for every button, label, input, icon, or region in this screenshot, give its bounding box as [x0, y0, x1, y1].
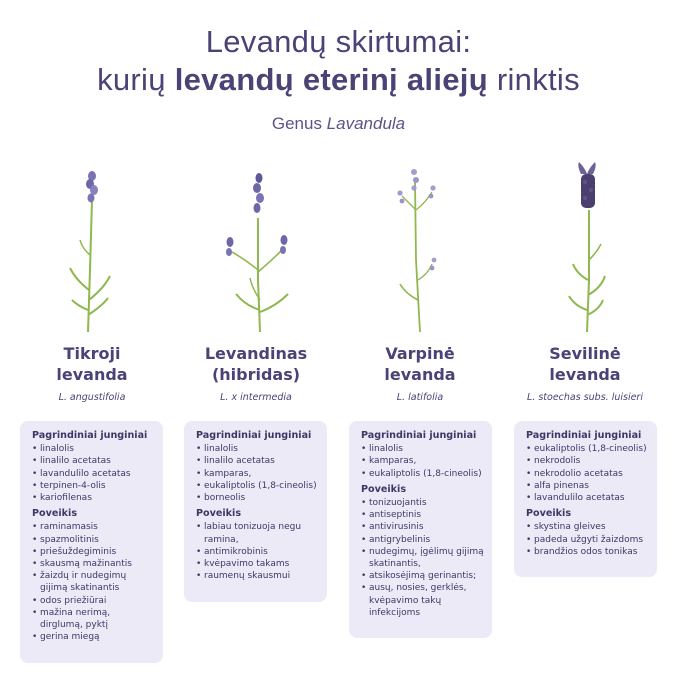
lavender-latin-name: L. latifolia — [396, 392, 444, 403]
list-item: • raumenų skausmui — [196, 570, 319, 582]
subtitle-genus: Lavandula — [326, 114, 406, 133]
list-item: • žaizdų ir nudegimų gijimą skatinantis — [32, 570, 155, 594]
list-item: • linalolis — [196, 443, 319, 455]
lavender-name: Tikroji levanda — [56, 344, 128, 384]
compounds-list — [196, 443, 319, 504]
title-line-2-prefix: kurių — [97, 62, 175, 97]
effects-heading: Poveikis — [196, 508, 242, 520]
list-item: • linalilo acetatas — [32, 455, 155, 467]
effects-heading: Poveikis — [526, 508, 572, 520]
lavender-latin-name: L. x intermedia — [220, 392, 292, 403]
list-item: • padeda užgyti žaizdoms — [526, 534, 649, 546]
list-item: • skausmą mažinantis — [32, 558, 155, 570]
list-item: • odos priežiūrai — [32, 595, 155, 607]
info-card-angustifolia — [20, 421, 163, 663]
list-item: • atsikosėjimą gerinantis; — [361, 570, 484, 582]
compounds-heading: Pagrindiniai junginiai — [196, 430, 312, 441]
list-item: • eukaliptolis (1,8-cineolis) — [361, 468, 484, 480]
lavender-illustration-angustifolia — [12, 160, 172, 340]
list-item: • raminamasis — [32, 521, 155, 533]
list-item: • linalilo acetatas — [196, 455, 319, 467]
info-card-stoechas — [514, 421, 657, 577]
compounds-list — [526, 443, 649, 504]
list-item: • labiau tonizuoja negu ramina, — [196, 521, 319, 545]
list-item: • linalolis — [361, 443, 484, 455]
lavender-illustration-stoechas — [505, 160, 665, 340]
list-item: • gerina miegą — [32, 631, 155, 643]
lavender-name: Sevilinė levanda — [549, 344, 621, 384]
compounds-heading: Pagrindiniai junginiai — [361, 430, 477, 441]
list-item: • eukaliptolis (1,8-cineolis) — [196, 480, 319, 492]
list-item: • priešuždegiminis — [32, 546, 155, 558]
list-item: • ausų, nosies, gerklės, kvėpavimo takų infekcijoms — [361, 582, 484, 619]
compounds-list — [32, 443, 155, 504]
list-item: • kamparas, — [361, 455, 484, 467]
list-item: • nekrodolio acetatas — [526, 468, 649, 480]
lavender-illustration-intermedia — [176, 160, 336, 340]
title-line-1: Levandų skirtumai: — [205, 24, 472, 59]
info-card-latifolia — [349, 421, 492, 638]
title-line-2-suffix: rinktis — [487, 62, 580, 97]
list-item: • eukaliptolis (1,8-cineolis) — [526, 443, 649, 455]
effects-list — [361, 497, 484, 619]
info-card-intermedia — [184, 421, 327, 602]
lavender-latin-name: L. stoechas subs. luisieri — [527, 392, 643, 403]
list-item: • antivirusinis — [361, 521, 484, 533]
list-item: • antiseptinis — [361, 509, 484, 521]
list-item: • antimikrobinis — [196, 546, 319, 558]
list-item: • nekrodolis — [526, 455, 649, 467]
list-item: • linalolis — [32, 443, 155, 455]
lavender-name: Varpinė levanda — [384, 344, 456, 384]
list-item: • nudegimų, įgėlimų gijimą skatinantis, — [361, 546, 484, 570]
list-item: • kamparas, — [196, 468, 319, 480]
list-item: • brandžios odos tonikas — [526, 546, 649, 558]
effects-heading: Poveikis — [32, 508, 78, 520]
list-item: • tonizuojantis — [361, 497, 484, 509]
compounds-heading: Pagrindiniai junginiai — [526, 430, 642, 441]
list-item: • antigrybelinis — [361, 534, 484, 546]
list-item: • alfa pinenas — [526, 480, 649, 492]
compounds-list — [361, 443, 484, 480]
lavender-illustration-latifolia — [340, 160, 500, 340]
subtitle-prefix: Genus — [271, 114, 327, 133]
subtitle — [0, 114, 677, 134]
list-item: • skystina gleives — [526, 521, 649, 533]
effects-heading: Poveikis — [361, 483, 407, 495]
lavender-name: Levandinas (hibridas) — [204, 344, 308, 384]
compounds-heading: Pagrindiniai junginiai — [32, 430, 148, 441]
list-item: • mažina nerimą, dirglumą, pyktį — [32, 607, 155, 631]
list-item: • lavandulilo acetatas — [32, 468, 155, 480]
effects-list — [526, 521, 649, 558]
title-line-2-bold: levandų eterinį aliejų — [174, 62, 488, 97]
list-item: • kvėpavimo takams — [196, 558, 319, 570]
list-item: • spazmolitinis — [32, 534, 155, 546]
lavender-latin-name: L. angustifolia — [58, 392, 126, 403]
effects-list — [196, 521, 319, 582]
list-item: • terpinen-4-olis — [32, 480, 155, 492]
effects-list — [32, 521, 155, 643]
title-line-2 — [0, 62, 677, 98]
list-item: • kariofilenas — [32, 492, 155, 504]
list-item: • lavandulilo acetatas — [526, 492, 649, 504]
list-item: • borneolis — [196, 492, 319, 504]
